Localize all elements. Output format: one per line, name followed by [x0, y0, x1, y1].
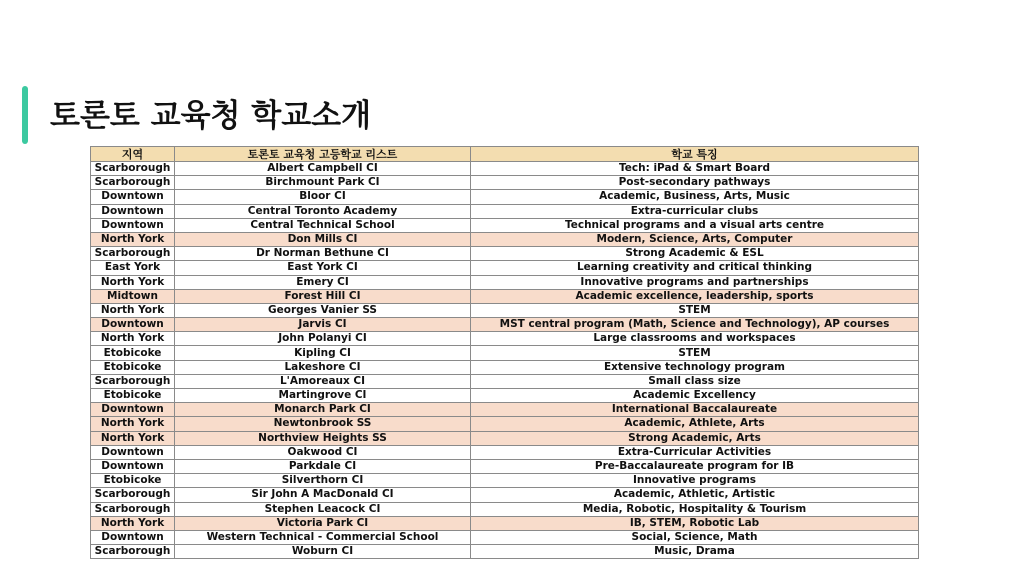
- table-row: [91, 417, 919, 431]
- cell-feature: STEM: [471, 346, 919, 360]
- table-row: [91, 275, 919, 289]
- cell-school: Lakeshore CI: [175, 360, 471, 374]
- cell-feature: Extra-Curricular Activities: [471, 445, 919, 459]
- cell-feature: Strong Academic, Arts: [471, 431, 919, 445]
- cell-school: Jarvis CI: [175, 318, 471, 332]
- cell-region: East York: [91, 261, 175, 275]
- cell-feature: Academic, Athlete, Arts: [471, 417, 919, 431]
- cell-feature: Tech: iPad & Smart Board: [471, 162, 919, 176]
- cell-region: Scarborough: [91, 176, 175, 190]
- cell-school: Stephen Leacock CI: [175, 502, 471, 516]
- cell-feature: MST central program (Math, Science and Technology), AP courses: [471, 318, 919, 332]
- cell-region: North York: [91, 516, 175, 530]
- cell-region: North York: [91, 332, 175, 346]
- cell-region: Midtown: [91, 289, 175, 303]
- table-row: [91, 474, 919, 488]
- cell-school: Kipling CI: [175, 346, 471, 360]
- cell-feature: Strong Academic & ESL: [471, 247, 919, 261]
- cell-feature: Academic excellence, leadership, sports: [471, 289, 919, 303]
- cell-region: North York: [91, 431, 175, 445]
- cell-region: Downtown: [91, 445, 175, 459]
- table-row: [91, 360, 919, 374]
- table-row: [91, 303, 919, 317]
- header-feature: 학교 특징: [471, 147, 919, 162]
- table-row: [91, 403, 919, 417]
- cell-feature: Innovative programs: [471, 474, 919, 488]
- cell-school: Victoria Park CI: [175, 516, 471, 530]
- cell-region: Scarborough: [91, 374, 175, 388]
- table-body: [91, 162, 919, 559]
- table-row: [91, 176, 919, 190]
- cell-feature: Academic, Business, Arts, Music: [471, 190, 919, 204]
- table-row: [91, 389, 919, 403]
- cell-feature: STEM: [471, 303, 919, 317]
- table-row: [91, 190, 919, 204]
- cell-feature: Extra-curricular clubs: [471, 204, 919, 218]
- table-row: [91, 459, 919, 473]
- page-title: 토론토 교육청 학교소개: [50, 98, 372, 134]
- cell-school: Georges Vanier SS: [175, 303, 471, 317]
- cell-school: Dr Norman Bethune CI: [175, 247, 471, 261]
- cell-school: Western Technical - Commercial School: [175, 530, 471, 544]
- table-row: [91, 218, 919, 232]
- table-row: [91, 431, 919, 445]
- cell-region: Downtown: [91, 403, 175, 417]
- cell-region: Downtown: [91, 190, 175, 204]
- table-row: [91, 289, 919, 303]
- table-row: [91, 374, 919, 388]
- table-row: [91, 332, 919, 346]
- table-row: [91, 445, 919, 459]
- cell-region: Etobicoke: [91, 389, 175, 403]
- cell-feature: Post-secondary pathways: [471, 176, 919, 190]
- cell-feature: Academic Excellency: [471, 389, 919, 403]
- cell-region: Scarborough: [91, 488, 175, 502]
- cell-feature: IB, STEM, Robotic Lab: [471, 516, 919, 530]
- table-row: [91, 204, 919, 218]
- cell-school: Bloor CI: [175, 190, 471, 204]
- cell-school: L'Amoreaux CI: [175, 374, 471, 388]
- cell-region: Scarborough: [91, 247, 175, 261]
- table-row: [91, 232, 919, 246]
- cell-region: North York: [91, 275, 175, 289]
- cell-region: Downtown: [91, 459, 175, 473]
- cell-school: Martingrove CI: [175, 389, 471, 403]
- cell-region: Scarborough: [91, 162, 175, 176]
- cell-school: Silverthorn CI: [175, 474, 471, 488]
- school-table: [90, 146, 919, 559]
- cell-feature: Learning creativity and critical thinking: [471, 261, 919, 275]
- title-accent-bar: [22, 86, 28, 144]
- cell-region: North York: [91, 232, 175, 246]
- cell-school: Parkdale CI: [175, 459, 471, 473]
- header-region: 지역: [91, 147, 175, 162]
- cell-school: Central Technical School: [175, 218, 471, 232]
- cell-region: Downtown: [91, 218, 175, 232]
- table-row: [91, 516, 919, 530]
- cell-region: Downtown: [91, 318, 175, 332]
- cell-feature: Music, Drama: [471, 545, 919, 559]
- cell-school: Albert Campbell CI: [175, 162, 471, 176]
- cell-school: Oakwood CI: [175, 445, 471, 459]
- cell-feature: Academic, Athletic, Artistic: [471, 488, 919, 502]
- cell-region: Etobicoke: [91, 346, 175, 360]
- cell-region: Downtown: [91, 204, 175, 218]
- cell-feature: Technical programs and a visual arts centre: [471, 218, 919, 232]
- cell-feature: Modern, Science, Arts, Computer: [471, 232, 919, 246]
- cell-school: Northview Heights SS: [175, 431, 471, 445]
- cell-school: East York CI: [175, 261, 471, 275]
- cell-school: Monarch Park CI: [175, 403, 471, 417]
- cell-region: Etobicoke: [91, 360, 175, 374]
- table-row: [91, 346, 919, 360]
- table-row: [91, 162, 919, 176]
- cell-feature: Pre-Baccalaureate program for IB: [471, 459, 919, 473]
- school-table-container: [90, 146, 918, 559]
- cell-region: North York: [91, 417, 175, 431]
- cell-feature: International Baccalaureate: [471, 403, 919, 417]
- cell-school: Central Toronto Academy: [175, 204, 471, 218]
- cell-feature: Media, Robotic, Hospitality & Tourism: [471, 502, 919, 516]
- cell-school: Newtonbrook SS: [175, 417, 471, 431]
- cell-feature: Innovative programs and partnerships: [471, 275, 919, 289]
- header-school: 토론토 교육청 고등학교 리스트: [175, 147, 471, 162]
- table-row: [91, 502, 919, 516]
- table-row: [91, 318, 919, 332]
- table-row: [91, 488, 919, 502]
- cell-feature: Small class size: [471, 374, 919, 388]
- cell-feature: Large classrooms and workspaces: [471, 332, 919, 346]
- table-row: [91, 261, 919, 275]
- cell-school: Emery CI: [175, 275, 471, 289]
- table-row: [91, 545, 919, 559]
- cell-school: John Polanyi CI: [175, 332, 471, 346]
- cell-school: Don Mills CI: [175, 232, 471, 246]
- cell-school: Woburn CI: [175, 545, 471, 559]
- cell-region: Scarborough: [91, 545, 175, 559]
- table-row: [91, 530, 919, 544]
- table-header-row: [91, 147, 919, 162]
- cell-school: Sir John A MacDonald CI: [175, 488, 471, 502]
- table-row: [91, 247, 919, 261]
- cell-region: Scarborough: [91, 502, 175, 516]
- cell-school: Birchmount Park CI: [175, 176, 471, 190]
- cell-school: Forest Hill CI: [175, 289, 471, 303]
- cell-feature: Extensive technology program: [471, 360, 919, 374]
- cell-feature: Social, Science, Math: [471, 530, 919, 544]
- cell-region: Downtown: [91, 530, 175, 544]
- cell-region: Etobicoke: [91, 474, 175, 488]
- cell-region: North York: [91, 303, 175, 317]
